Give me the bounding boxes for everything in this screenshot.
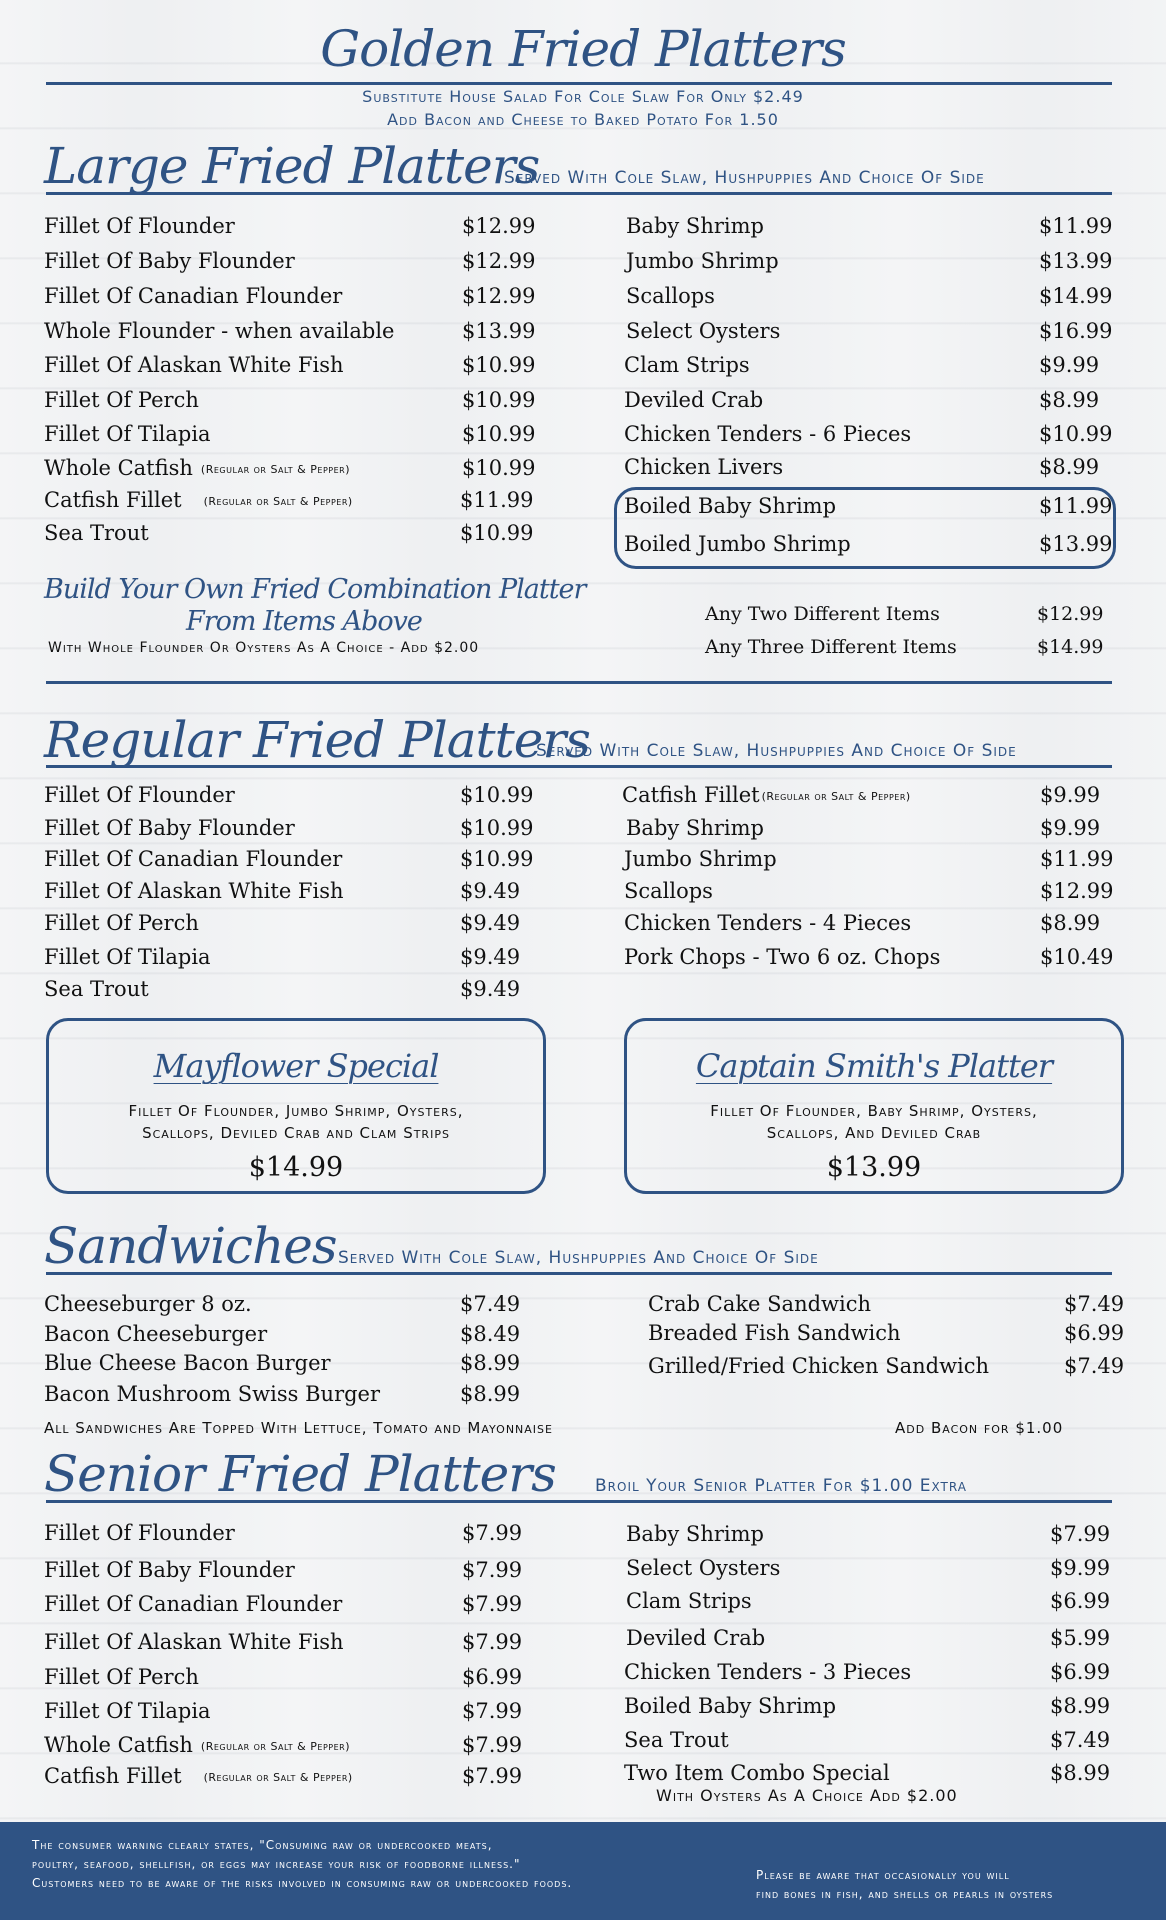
mayflower-special-title: Mayflower Special bbox=[153, 1047, 439, 1085]
item-price: $10.99 bbox=[460, 521, 534, 545]
large-platters-note: Served With Cole Slaw, Hushpuppies And Choice Of Side bbox=[504, 168, 985, 188]
item-note: (Regular or Salt & Pepper) bbox=[203, 495, 353, 508]
item-price: $6.99 bbox=[462, 1665, 523, 1689]
item-price: $13.99 bbox=[1039, 532, 1113, 556]
bones-notice bbox=[756, 1866, 1156, 1904]
bacon-cheese-note: Add Bacon and Cheese to Baked Potato For 1.50 bbox=[387, 110, 779, 129]
item-price: $6.99 bbox=[1064, 1321, 1125, 1345]
mayflower-special-desc-2: Scallops, Deviled Crab and Clam Strips bbox=[142, 1124, 450, 1142]
salad-substitute-note: Substitute House Salad For Cole Slaw For Only $2.49 bbox=[362, 87, 804, 106]
large-platters-title: Large Fried Platters bbox=[44, 137, 540, 195]
item-price: $7.49 bbox=[460, 1292, 521, 1316]
item-price: $12.99 bbox=[462, 249, 536, 273]
item-note: (Regular or Salt & Pepper) bbox=[200, 463, 350, 476]
item-price: $11.99 bbox=[1040, 847, 1114, 871]
item-price: $7.99 bbox=[462, 1630, 523, 1654]
item-price: $7.99 bbox=[462, 1733, 523, 1757]
consumer-warning bbox=[32, 1836, 732, 1893]
item-price: $10.99 bbox=[462, 353, 536, 377]
captain-smith-platter-desc-1: Fillet Of Flounder, Baby Shrimp, Oysters, bbox=[710, 1102, 1038, 1120]
item-price: $7.99 bbox=[462, 1521, 523, 1545]
sandwiches-divider bbox=[46, 1272, 1112, 1275]
add-bacon-note: Add Bacon for $1.00 bbox=[895, 1419, 1064, 1437]
item-price: $9.49 bbox=[460, 945, 521, 969]
item-price: $9.99 bbox=[1040, 816, 1101, 840]
item-price: $8.99 bbox=[1050, 1761, 1111, 1785]
sandwiches-note: Served With Cole Slaw, Hushpuppies And Choice Of Side bbox=[338, 1248, 819, 1268]
senior-combo-note: With Oysters As A Choice Add $2.00 bbox=[656, 1786, 958, 1805]
item-price: $10.99 bbox=[460, 847, 534, 871]
item-price: $16.99 bbox=[1039, 319, 1113, 343]
item-note: (Regular or Salt & Pepper) bbox=[203, 1771, 353, 1784]
item-price: $10.99 bbox=[460, 783, 534, 807]
item-price: $7.99 bbox=[1050, 1522, 1111, 1546]
combo-divider bbox=[46, 681, 1112, 684]
regular-platters-note: Served With Cole Slaw, Hushpuppies And Choice Of Side bbox=[536, 741, 1017, 761]
item-price: $9.49 bbox=[460, 911, 521, 935]
consumer-warning-line-1: The consumer warning clearly states, "Consuming raw or undercooked meats, bbox=[32, 1838, 493, 1852]
item-price: $10.99 bbox=[462, 422, 536, 446]
item-price: $10.99 bbox=[1039, 422, 1113, 446]
item-price: $7.99 bbox=[462, 1699, 523, 1723]
item-price: $8.99 bbox=[1040, 911, 1101, 935]
item-price: $12.99 bbox=[1040, 879, 1114, 903]
senior-platters-title: Senior Fried Platters bbox=[44, 1445, 556, 1503]
bones-notice-line-2: find bones in fish, and shells or pearls in oysters bbox=[756, 1887, 1054, 1901]
item-price: $13.99 bbox=[462, 319, 536, 343]
item-price: $13.99 bbox=[1039, 249, 1113, 273]
item-price: $10.99 bbox=[462, 388, 536, 412]
item-price: $14.99 bbox=[1039, 284, 1113, 308]
item-price: $10.49 bbox=[1040, 945, 1114, 969]
combo-subtitle: From Items Above bbox=[186, 606, 422, 637]
item-price: $8.99 bbox=[1039, 455, 1100, 479]
item-note: (Regular or Salt & Pepper) bbox=[200, 1740, 350, 1753]
captain-smith-platter-box bbox=[624, 1018, 1124, 1194]
senior-platters-note: Broil Your Senior Platter For $1.00 Extra bbox=[595, 1476, 967, 1496]
item-price: $11.99 bbox=[1039, 494, 1113, 518]
item-note: (Regular or Salt & Pepper) bbox=[761, 790, 911, 803]
large-platters-divider bbox=[46, 192, 1112, 195]
consumer-warning-line-2: poultry, seafood, shellfish, or eggs may increase your risk of foodborne illness." bbox=[32, 1857, 521, 1871]
sandwich-topping-note: All Sandwiches Are Topped With Lettuce, Tomato and Mayonnaise bbox=[44, 1419, 553, 1437]
item-price: $10.99 bbox=[462, 456, 536, 480]
item-price: $6.99 bbox=[1050, 1589, 1111, 1613]
combo-note: With Whole Flounder Or Oysters As A Choice - Add $2.00 bbox=[48, 640, 480, 656]
regular-platters-title: Regular Fried Platters bbox=[44, 711, 590, 769]
consumer-warning-line-3: Customers need to be aware of the risks involved in consuming raw or undercooked foods. bbox=[32, 1876, 573, 1890]
item-price: $8.99 bbox=[460, 1351, 521, 1375]
mayflower-special-desc-1: Fillet Of Flounder, Jumbo Shrimp, Oysters, bbox=[128, 1102, 464, 1120]
item-price: $12.99 bbox=[462, 214, 536, 238]
captain-smith-platter-price: $13.99 bbox=[826, 1152, 922, 1183]
item-price: $12.99 bbox=[1037, 603, 1104, 625]
item-price: $7.99 bbox=[462, 1764, 523, 1788]
item-price: $12.99 bbox=[462, 284, 536, 308]
item-price: $8.49 bbox=[460, 1322, 521, 1346]
item-price: $8.99 bbox=[460, 1382, 521, 1406]
item-price: $9.99 bbox=[1039, 353, 1100, 377]
item-price: $7.49 bbox=[1064, 1292, 1125, 1316]
item-price: $7.99 bbox=[462, 1592, 523, 1616]
item-price: $6.99 bbox=[1050, 1660, 1111, 1684]
combo-title: Build Your Own Fried Combination Platter bbox=[44, 574, 586, 605]
sandwiches-title: Sandwiches bbox=[44, 1217, 337, 1275]
item-price: $7.99 bbox=[462, 1558, 523, 1582]
item-price: $10.99 bbox=[460, 816, 534, 840]
senior-platters-divider bbox=[46, 1500, 1112, 1503]
item-price: $8.99 bbox=[1039, 388, 1100, 412]
item-price: $7.49 bbox=[1064, 1354, 1125, 1378]
item-price: $9.99 bbox=[1050, 1556, 1111, 1580]
captain-smith-platter-title: Captain Smith's Platter bbox=[695, 1047, 1053, 1085]
menu-title: Golden Fried Platters bbox=[320, 20, 846, 78]
title-divider bbox=[46, 82, 1112, 85]
item-price: $11.99 bbox=[1039, 214, 1113, 238]
captain-smith-platter-desc-2: Scallops, And Deviled Crab bbox=[766, 1124, 982, 1142]
mayflower-special-box bbox=[46, 1018, 546, 1194]
item-price: $8.99 bbox=[1050, 1694, 1111, 1718]
item-price: $7.49 bbox=[1050, 1728, 1111, 1752]
regular-platters-divider bbox=[46, 765, 1112, 768]
item-price: $9.99 bbox=[1040, 783, 1101, 807]
item-price: $9.49 bbox=[460, 879, 521, 903]
footer-banner bbox=[0, 1822, 1166, 1920]
item-price: $14.99 bbox=[1037, 636, 1104, 658]
item-price: $11.99 bbox=[460, 488, 534, 512]
item-price: $5.99 bbox=[1050, 1626, 1111, 1650]
mayflower-special-price: $14.99 bbox=[248, 1152, 344, 1183]
item-price: $9.49 bbox=[460, 977, 521, 1001]
bones-notice-line-1: Please be aware that occasionally you will bbox=[756, 1868, 1010, 1882]
